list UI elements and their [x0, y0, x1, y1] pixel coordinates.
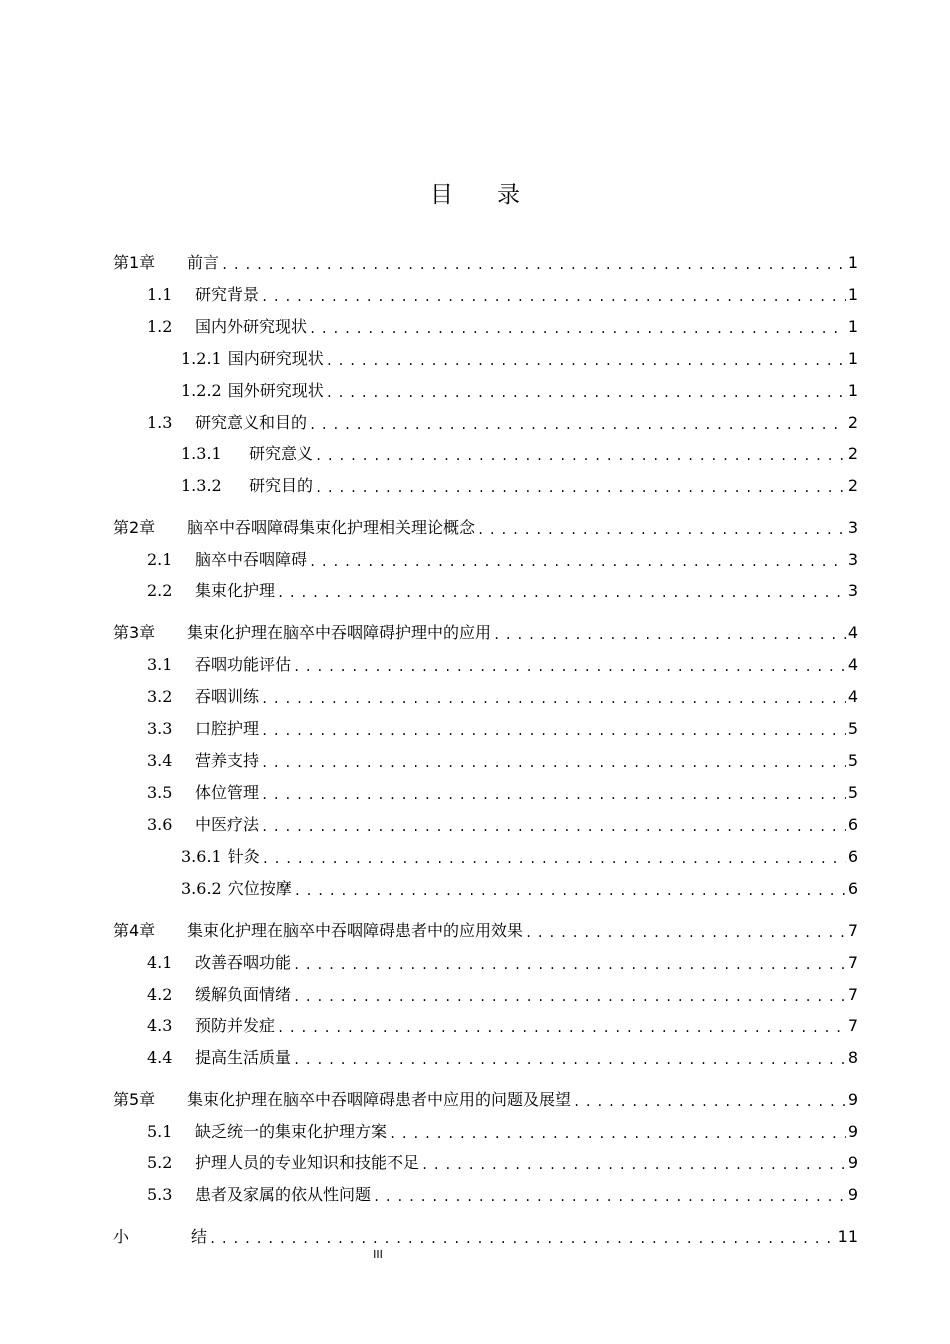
toc-entry-title: 脑卒中吞咽障碍集束化护理相关理论概念 [187, 518, 476, 537]
toc-section-entry[interactable] [147, 950, 858, 974]
dot-leader [326, 352, 846, 370]
toc-chapter-entry[interactable] [113, 918, 858, 942]
toc-entry-page: 7 [847, 1016, 858, 1035]
toc-entry-title: 研究意义 [249, 444, 314, 463]
toc-chapter-entry[interactable] [113, 1087, 858, 1111]
toc-entry-number: 第2章 [113, 518, 156, 537]
toc-section-entry[interactable] [181, 473, 858, 497]
toc-entry-number: 4.3 [147, 1016, 173, 1035]
toc-entry-title: 预防并发症 [195, 1016, 276, 1035]
dot-leader [309, 320, 846, 338]
toc-entry-page: 5 [847, 783, 858, 802]
toc-entry-number: 1.2.2 [181, 381, 222, 400]
toc-entry-page: 5 [847, 719, 858, 738]
toc-entry-title: 研究意义和目的 [195, 413, 308, 432]
dot-leader [261, 722, 846, 740]
dot-leader [261, 690, 846, 708]
toc-entry-title: 护理人员的专业知识和技能不足 [195, 1153, 420, 1172]
toc-section-entry[interactable] [181, 378, 858, 402]
toc-section-entry[interactable] [181, 441, 858, 465]
toc-entry-page: 1 [847, 253, 858, 272]
toc-chapter-entry[interactable] [113, 515, 858, 539]
toc-entry-title: 脑卒中吞咽障碍 [195, 550, 308, 569]
toc-entry-page: 4 [847, 623, 858, 642]
toc-entry-number: 2.1 [147, 550, 173, 569]
toc-chapter-entry[interactable] [113, 620, 858, 644]
toc-entry-title: 集束化护理在脑卒中吞咽障碍护理中的应用 [187, 623, 492, 642]
toc-entry-title: 结 [191, 1227, 208, 1246]
toc-entry-page: 5 [847, 751, 858, 770]
toc-section-entry[interactable] [181, 346, 858, 370]
dot-leader [293, 988, 846, 1006]
dot-leader [573, 1093, 846, 1111]
toc-entry-number: 1.2.1 [181, 349, 222, 368]
toc-entry-title: 国外研究现状 [227, 381, 324, 400]
toc-entry-page: 6 [847, 847, 858, 866]
toc-section-entry[interactable] [181, 844, 858, 868]
toc-entry-number: 3.3 [147, 719, 173, 738]
dot-leader [277, 1019, 846, 1037]
toc-entry-title: 集束化护理在脑卒中吞咽障碍患者中的应用效果 [187, 921, 524, 940]
toc-section-entry[interactable] [147, 982, 858, 1006]
toc-entry-title: 前言 [187, 253, 220, 272]
toc-entry-title: 营养支持 [195, 751, 260, 770]
toc-section-entry[interactable] [147, 748, 858, 772]
toc-entry-page: 3 [847, 550, 858, 569]
toc-entry-title: 中医疗法 [195, 815, 260, 834]
toc-entry-number: 4.4 [147, 1048, 173, 1067]
toc-entry-title: 缓解负面情绪 [195, 985, 292, 1004]
dot-leader [261, 288, 846, 306]
toc-entry-page: 1 [847, 349, 858, 368]
toc-entry-title: 针灸 [227, 847, 260, 866]
toc-entry-number: 小 [113, 1227, 130, 1246]
dot-leader [389, 1125, 846, 1143]
dot-leader [261, 754, 846, 772]
toc-entry-number: 3.2 [147, 687, 173, 706]
toc-section-entry[interactable] [147, 1013, 858, 1037]
toc-entry-number: 第1章 [113, 253, 156, 272]
toc-section-entry[interactable] [147, 780, 858, 804]
toc-section-entry[interactable] [147, 812, 858, 836]
toc-entry-number: 3.6.2 [181, 879, 222, 898]
toc-section-entry[interactable] [147, 652, 858, 676]
toc-entry-page: 4 [847, 655, 858, 674]
dot-leader [293, 956, 846, 974]
toc-entry-title: 改善吞咽功能 [195, 953, 292, 972]
toc-entry-page: 9 [847, 1153, 858, 1172]
page-number: III [373, 1248, 383, 1261]
dot-leader [209, 1230, 836, 1248]
toc-entry-number: 第3章 [113, 623, 156, 642]
dot-leader [315, 479, 846, 497]
toc-entry-title: 体位管理 [195, 783, 260, 802]
dot-leader [525, 924, 846, 942]
toc-entry-page: 9 [847, 1185, 858, 1204]
toc-entry-page: 7 [847, 921, 858, 940]
dot-leader [326, 384, 846, 402]
dot-leader [293, 658, 846, 676]
toc-entry-number: 1.1 [147, 285, 173, 304]
toc-section-entry[interactable] [147, 684, 858, 708]
dot-leader [421, 1156, 846, 1174]
toc-section-entry[interactable] [147, 1119, 858, 1143]
toc-entry-number: 5.1 [147, 1122, 173, 1141]
toc-entry-title: 研究背景 [195, 285, 260, 304]
toc-entry-page: 9 [847, 1090, 858, 1109]
dot-leader [262, 850, 846, 868]
toc-entry-number: 1.3.1 [181, 444, 222, 463]
toc-entry-page: 2 [847, 476, 858, 495]
toc-entry-title: 国内外研究现状 [195, 317, 308, 336]
toc-entry-page: 7 [847, 985, 858, 1004]
toc-entry-page: 11 [837, 1227, 858, 1246]
toc-entry-number: 5.2 [147, 1153, 173, 1172]
toc-entry-title: 集束化护理在脑卒中吞咽障碍患者中应用的问题及展望 [187, 1090, 572, 1109]
toc-entry-number: 5.3 [147, 1185, 173, 1204]
toc-section-entry[interactable] [147, 578, 858, 602]
toc-section-entry[interactable] [181, 876, 858, 900]
toc-entry-page: 1 [847, 381, 858, 400]
toc-entry-number: 3.6.1 [181, 847, 222, 866]
dot-leader [261, 818, 846, 836]
toc-entry-title: 提高生活质量 [195, 1048, 292, 1067]
toc-entry-title: 口腔护理 [195, 719, 260, 738]
toc-entry-number: 4.1 [147, 953, 173, 972]
toc-section-entry[interactable] [147, 1045, 858, 1069]
dot-leader [477, 521, 846, 539]
dot-leader [277, 584, 846, 602]
toc-entry-page: 9 [847, 1122, 858, 1141]
dot-leader [261, 786, 846, 804]
toc-entry-number: 3.6 [147, 815, 173, 834]
toc-section-entry[interactable] [147, 282, 858, 306]
dot-leader [309, 416, 846, 434]
toc-entry-page: 8 [847, 1048, 858, 1067]
toc-entry-title: 穴位按摩 [227, 879, 292, 898]
toc-entry-page: 2 [847, 413, 858, 432]
toc-entry-title: 患者及家属的依从性问题 [195, 1185, 372, 1204]
dot-leader [293, 1051, 846, 1069]
toc-entry-number: 2.2 [147, 581, 173, 600]
toc-entry-title: 集束化护理 [195, 581, 276, 600]
toc-entry-number: 3.1 [147, 655, 173, 674]
toc-entry-title: 研究目的 [249, 476, 314, 495]
toc-entry-number: 1.3.2 [181, 476, 222, 495]
dot-leader [315, 447, 846, 465]
toc-entry-page: 3 [847, 581, 858, 600]
toc-entry-number: 1.3 [147, 413, 173, 432]
toc-entry-page: 3 [847, 518, 858, 537]
toc-entry-page: 2 [847, 444, 858, 463]
toc-entry-page: 1 [847, 285, 858, 304]
toc-entry-title: 国内研究现状 [227, 349, 324, 368]
toc-chapter-entry[interactable] [113, 1224, 858, 1248]
toc-entry-number: 3.4 [147, 751, 173, 770]
toc-entry-title: 缺乏统一的集束化护理方案 [195, 1122, 388, 1141]
toc-entry-page: 6 [847, 815, 858, 834]
toc-section-entry[interactable] [147, 716, 858, 740]
toc-entry-page: 1 [847, 317, 858, 336]
toc-entry-title: 吞咽功能评估 [195, 655, 292, 674]
toc-entry-number: 3.5 [147, 783, 173, 802]
toc-entry-page: 6 [847, 879, 858, 898]
toc-entry-page: 7 [847, 953, 858, 972]
dot-leader [373, 1188, 846, 1206]
dot-leader [493, 626, 846, 644]
toc-entry-page: 4 [847, 687, 858, 706]
toc-chapter-entry[interactable] [113, 250, 858, 274]
dot-leader [221, 256, 846, 274]
toc-entry-number: 第5章 [113, 1090, 156, 1109]
dot-leader [294, 882, 846, 900]
toc-section-entry[interactable] [147, 1182, 858, 1206]
toc-entry-number: 第4章 [113, 921, 156, 940]
toc-section-entry[interactable] [147, 1150, 858, 1174]
toc-entry-title: 吞咽训练 [195, 687, 260, 706]
dot-leader [309, 553, 846, 571]
page-title: 目录 [430, 182, 564, 208]
toc-entry-number: 1.2 [147, 317, 173, 336]
toc-section-entry[interactable] [147, 547, 858, 571]
toc-section-entry[interactable] [147, 410, 858, 434]
toc-section-entry[interactable] [147, 314, 858, 338]
toc-entry-number: 4.2 [147, 985, 173, 1004]
